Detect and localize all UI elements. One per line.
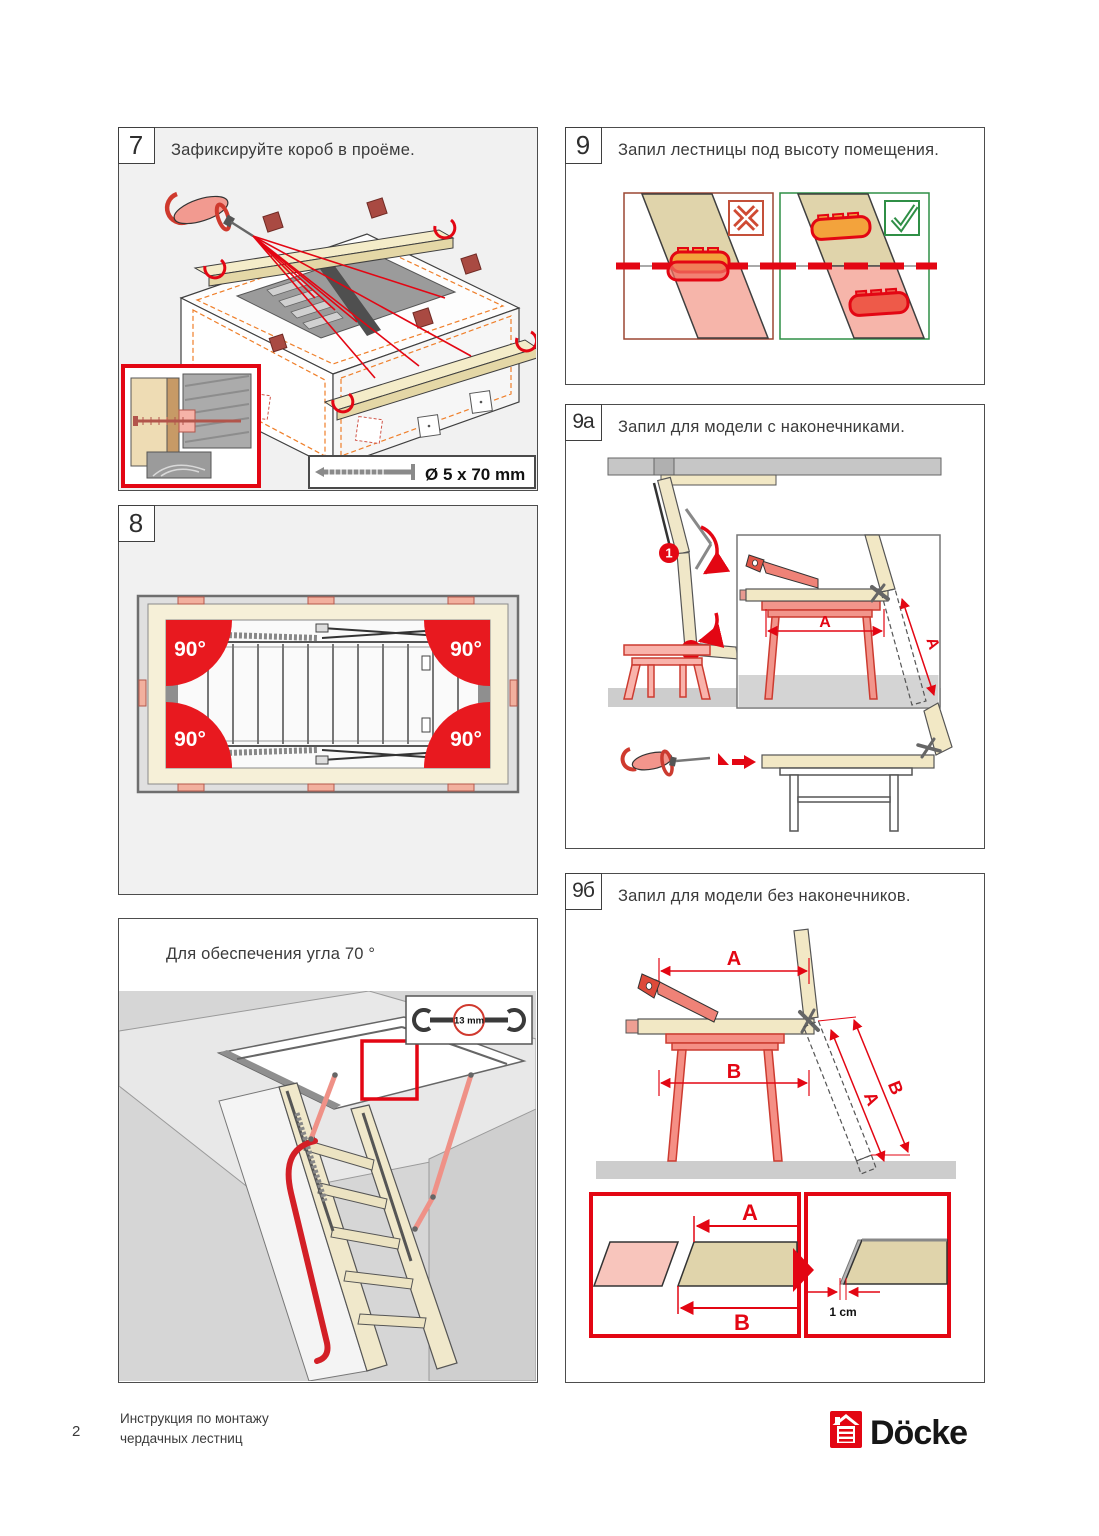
- ladder-section: [762, 755, 934, 768]
- dimension-a-diagonal: [831, 1030, 884, 1161]
- dim-a-label: A: [819, 614, 831, 631]
- dim-b-label: B: [734, 1310, 750, 1335]
- cross-icon: [729, 201, 763, 235]
- fold-arc-2: [700, 613, 717, 641]
- panel-9a-cut-with-tips: [565, 404, 985, 849]
- panel-number: 7: [118, 127, 155, 164]
- white-table: [780, 768, 912, 831]
- panel-8-square-check: [118, 505, 538, 895]
- panel-title: Запил для модели без наконечников.: [618, 887, 911, 905]
- angle-badge: 90°: [174, 728, 206, 751]
- check-icon: [885, 201, 919, 235]
- screw-spec-label: 5 x 70 mm: [443, 465, 526, 484]
- ladder-foot-wrong: [668, 248, 729, 280]
- angle-badge: 90°: [450, 638, 482, 661]
- ladder-foot-below: [849, 288, 909, 316]
- unfold-and-cut-diagram: [566, 449, 983, 848]
- doc-title-line1: Инструкция по монтажу: [120, 1411, 269, 1426]
- upper-ladder-section: [794, 929, 818, 1019]
- house-icon: [830, 1411, 862, 1448]
- docke-logo: [830, 1408, 1000, 1452]
- cut-off-section: [804, 1021, 872, 1161]
- top-view-diagram: [136, 594, 520, 794]
- brand-logo: [830, 1408, 1000, 1452]
- doc-title: [120, 1409, 269, 1450]
- panel-title: Запил для модели с наконечниками.: [618, 418, 905, 436]
- cut-wrong-box: [616, 193, 781, 339]
- panel-9-cut-height: [565, 127, 985, 385]
- dim-a-label: A: [922, 635, 943, 652]
- pilot-hole-diagram: [623, 703, 952, 831]
- panel-number: 9а: [565, 404, 602, 441]
- final-piece: [840, 1240, 947, 1284]
- panel-title: Для обеспечения угла 70 °: [166, 945, 376, 963]
- ladder-angle-diagram: [119, 991, 536, 1381]
- cut-position-diagram: [566, 186, 983, 354]
- floor-band: [596, 1161, 956, 1179]
- saw-icon: [638, 974, 718, 1022]
- drill-icon: [623, 749, 710, 776]
- ladder-section: [746, 589, 888, 601]
- panel-number: 9: [565, 127, 602, 164]
- page-number: 2: [72, 1423, 81, 1440]
- screw-detail-inset: [123, 366, 259, 486]
- doc-title-line2: чердачных лестниц: [120, 1431, 243, 1447]
- folded-ladder: [654, 477, 738, 659]
- offset-label: 1 cm: [829, 1305, 857, 1319]
- panel-number: 9б: [565, 873, 602, 910]
- brand-name: Döcke: [870, 1414, 968, 1452]
- kept-piece: [678, 1242, 797, 1286]
- dim-b-label: B: [883, 1077, 908, 1098]
- dim-a-label: A: [726, 948, 742, 970]
- dim-a-label: A: [742, 1200, 758, 1225]
- arrow-right: [744, 755, 756, 769]
- drill-icon: [167, 191, 253, 236]
- dimension-b-diagonal: [818, 1017, 910, 1155]
- panel-title: Зафиксируйте короб в проёме.: [171, 141, 415, 159]
- cut-table-inset: [737, 535, 942, 708]
- screw-diameter-symbol: Ø: [425, 465, 439, 484]
- wrench-size-box: [406, 996, 532, 1044]
- ladder-section: [638, 1019, 814, 1034]
- step-1-badge: [659, 543, 679, 563]
- angle-badge: 90°: [174, 638, 206, 661]
- wrench-size-label: 13 mm: [453, 1015, 485, 1027]
- panel-number: 8: [118, 505, 155, 542]
- angle-badge: 90°: [450, 728, 482, 751]
- cut-result-insets: [591, 1194, 949, 1336]
- box-fixing-diagram: [119, 170, 536, 490]
- cut-right-box: [772, 193, 937, 339]
- panel-9b-cut-without-tips: [565, 873, 985, 1383]
- cut-measure-diagram: [566, 918, 983, 1380]
- dim-b-label: B: [726, 1061, 742, 1083]
- work-table: [666, 1034, 784, 1161]
- svg-text:1: 1: [665, 545, 673, 561]
- dim-a-label: A: [859, 1088, 884, 1109]
- ladder-foot-above: [811, 212, 871, 240]
- panel-7-fix-box: [118, 127, 538, 491]
- screw-size-box: [309, 456, 535, 488]
- panel-title: Запил лестницы под высоту помещения.: [618, 141, 939, 159]
- dimension-a-top: [659, 948, 809, 984]
- panel-angle-70: [118, 918, 538, 1383]
- hatch-box: [661, 475, 776, 485]
